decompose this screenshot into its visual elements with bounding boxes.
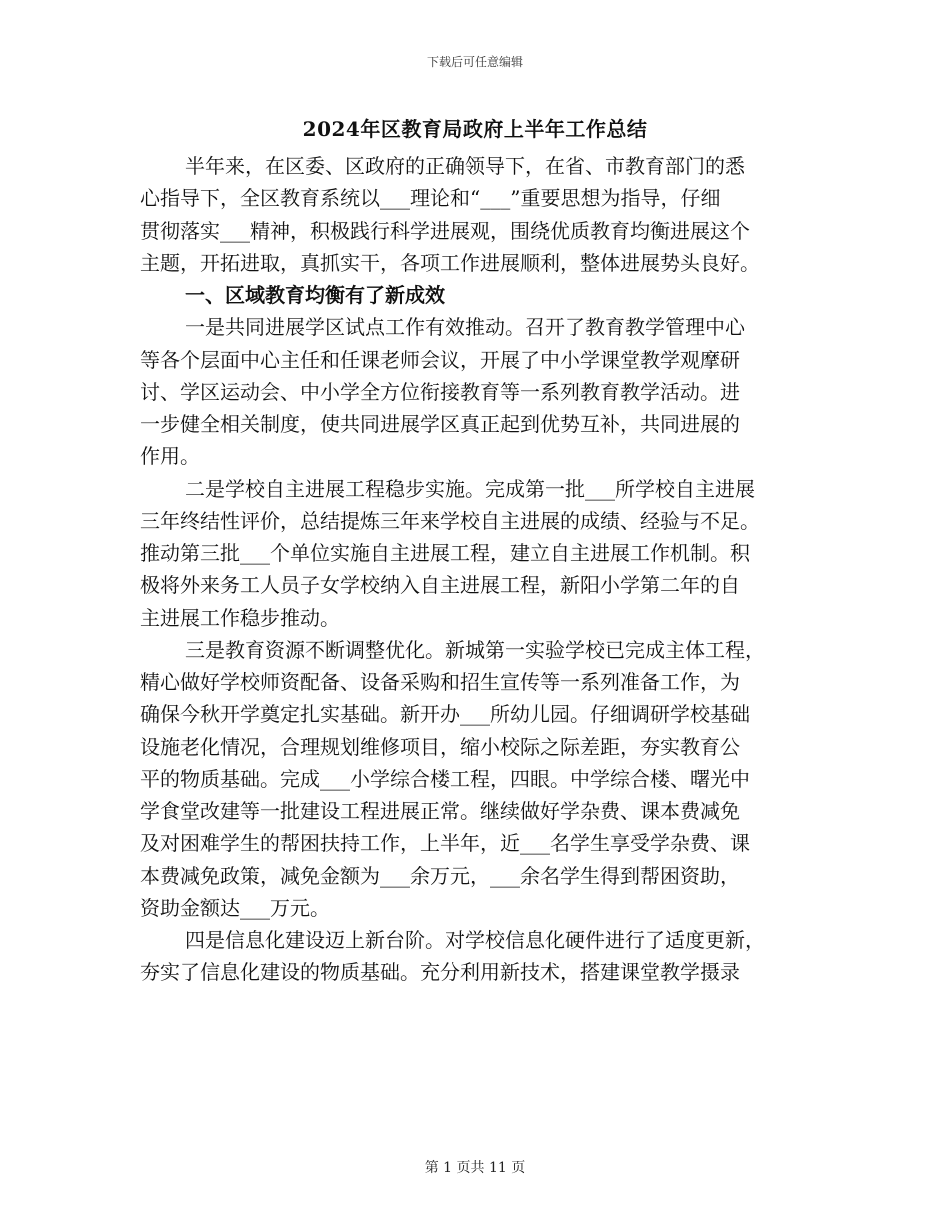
page-footer: 第 1 页共 11 页 (424, 1160, 526, 1176)
paragraph-line: 一是共同进展学区试点工作有效推动。召开了教育教学管理中心 (185, 315, 745, 340)
paragraph-line: 极将外来务工人员子女学校纳入自主进展工程，新阳小学第二年的自 (140, 573, 740, 598)
paragraph-line: 本费减免政策，减免金额为___余万元，___余名学生得到帮困资助， (140, 863, 740, 888)
paragraph-line: 学食堂改建等一批建设工程进展正常。继续做好学杂费、课本费减免 (140, 799, 740, 823)
paragraph-line: 一步健全相关制度，使共同进展学区真正起到优势互补，共同进展的 (140, 412, 740, 436)
paragraph-line: 平的物质基础。完成___小学综合楼工程，四眼。中学综合楼、曙光中 (140, 766, 750, 791)
document-title: 2024年区教育局政府上半年工作总结 (302, 117, 648, 141)
paragraph-line: 贯彻落实___精神，积极践行科学进展观，围绕优质教育均衡进展这个 (140, 218, 750, 243)
paragraph-line: 资助金额达___万元。 (140, 895, 330, 920)
paragraph-line: 主进展工作稳步推动。 (140, 605, 340, 630)
paragraph-line: 夯实了信息化建设的物质基础。充分利用新技术，搭建课堂教学摄录 (140, 960, 740, 985)
paragraph-line: 半年来，在区委、区政府的正确领导下，在省、市教育部门的悉 (185, 154, 745, 178)
paragraph-line: 确保今秋开学奠定扎实基础。新开办___所幼儿园。仔细调研学校基础 (140, 702, 750, 727)
document-body (140, 150, 810, 989)
paragraph-line: 设施老化情况，合理规划维修项目，缩小校际之际差距，夯实教育公 (140, 734, 740, 759)
paragraph-line: 三是教育资源不断调整优化。新城第一实验学校已完成主体工程， (185, 637, 765, 662)
paragraph-line: 心指导下，全区教育系统以___理论和“___”重要思想为指导，仔细 (140, 186, 721, 211)
paragraph-line: 等各个层面中心主任和任课老师会议，开展了中小学课堂教学观摩研 (140, 347, 740, 372)
paragraph-line: 四是信息化建设迈上新台阶。对学校信息化硬件进行了适度更新， (185, 928, 765, 952)
paragraph-line: 及对困难学生的帮困扶持工作，上半年，近___名学生享受学杂费、课 (140, 831, 750, 856)
paragraph-line: 主题，开拓进取，真抓实干，各项工作进展顺利，整体进展势头良好。 (140, 250, 760, 275)
paragraph-line: 作用。 (140, 444, 200, 469)
paragraph-line: 三年终结性评价，总结提炼三年来学校自主进展的成绩、经验与不足。 (140, 508, 760, 533)
paragraph-line: 精心做好学校师资配备、设备采购和招生宣传等一系列准备工作，为 (140, 670, 740, 694)
paragraph-line: 讨、学区运动会、中小学全方位衔接教育等一系列教育教学活动。进 (140, 379, 740, 404)
paragraph-line: 二是学校自主进展工程稳步实施。完成第一批___所学校自主进展 (185, 476, 755, 501)
paragraph-line: 推动第三批___个单位实施自主进展工程，建立自主进展工作机制。积 (140, 541, 750, 565)
header-note: 下载后可任意编辑 (426, 55, 523, 69)
section-heading: 一、区域教育均衡有了新成效 (185, 283, 445, 307)
